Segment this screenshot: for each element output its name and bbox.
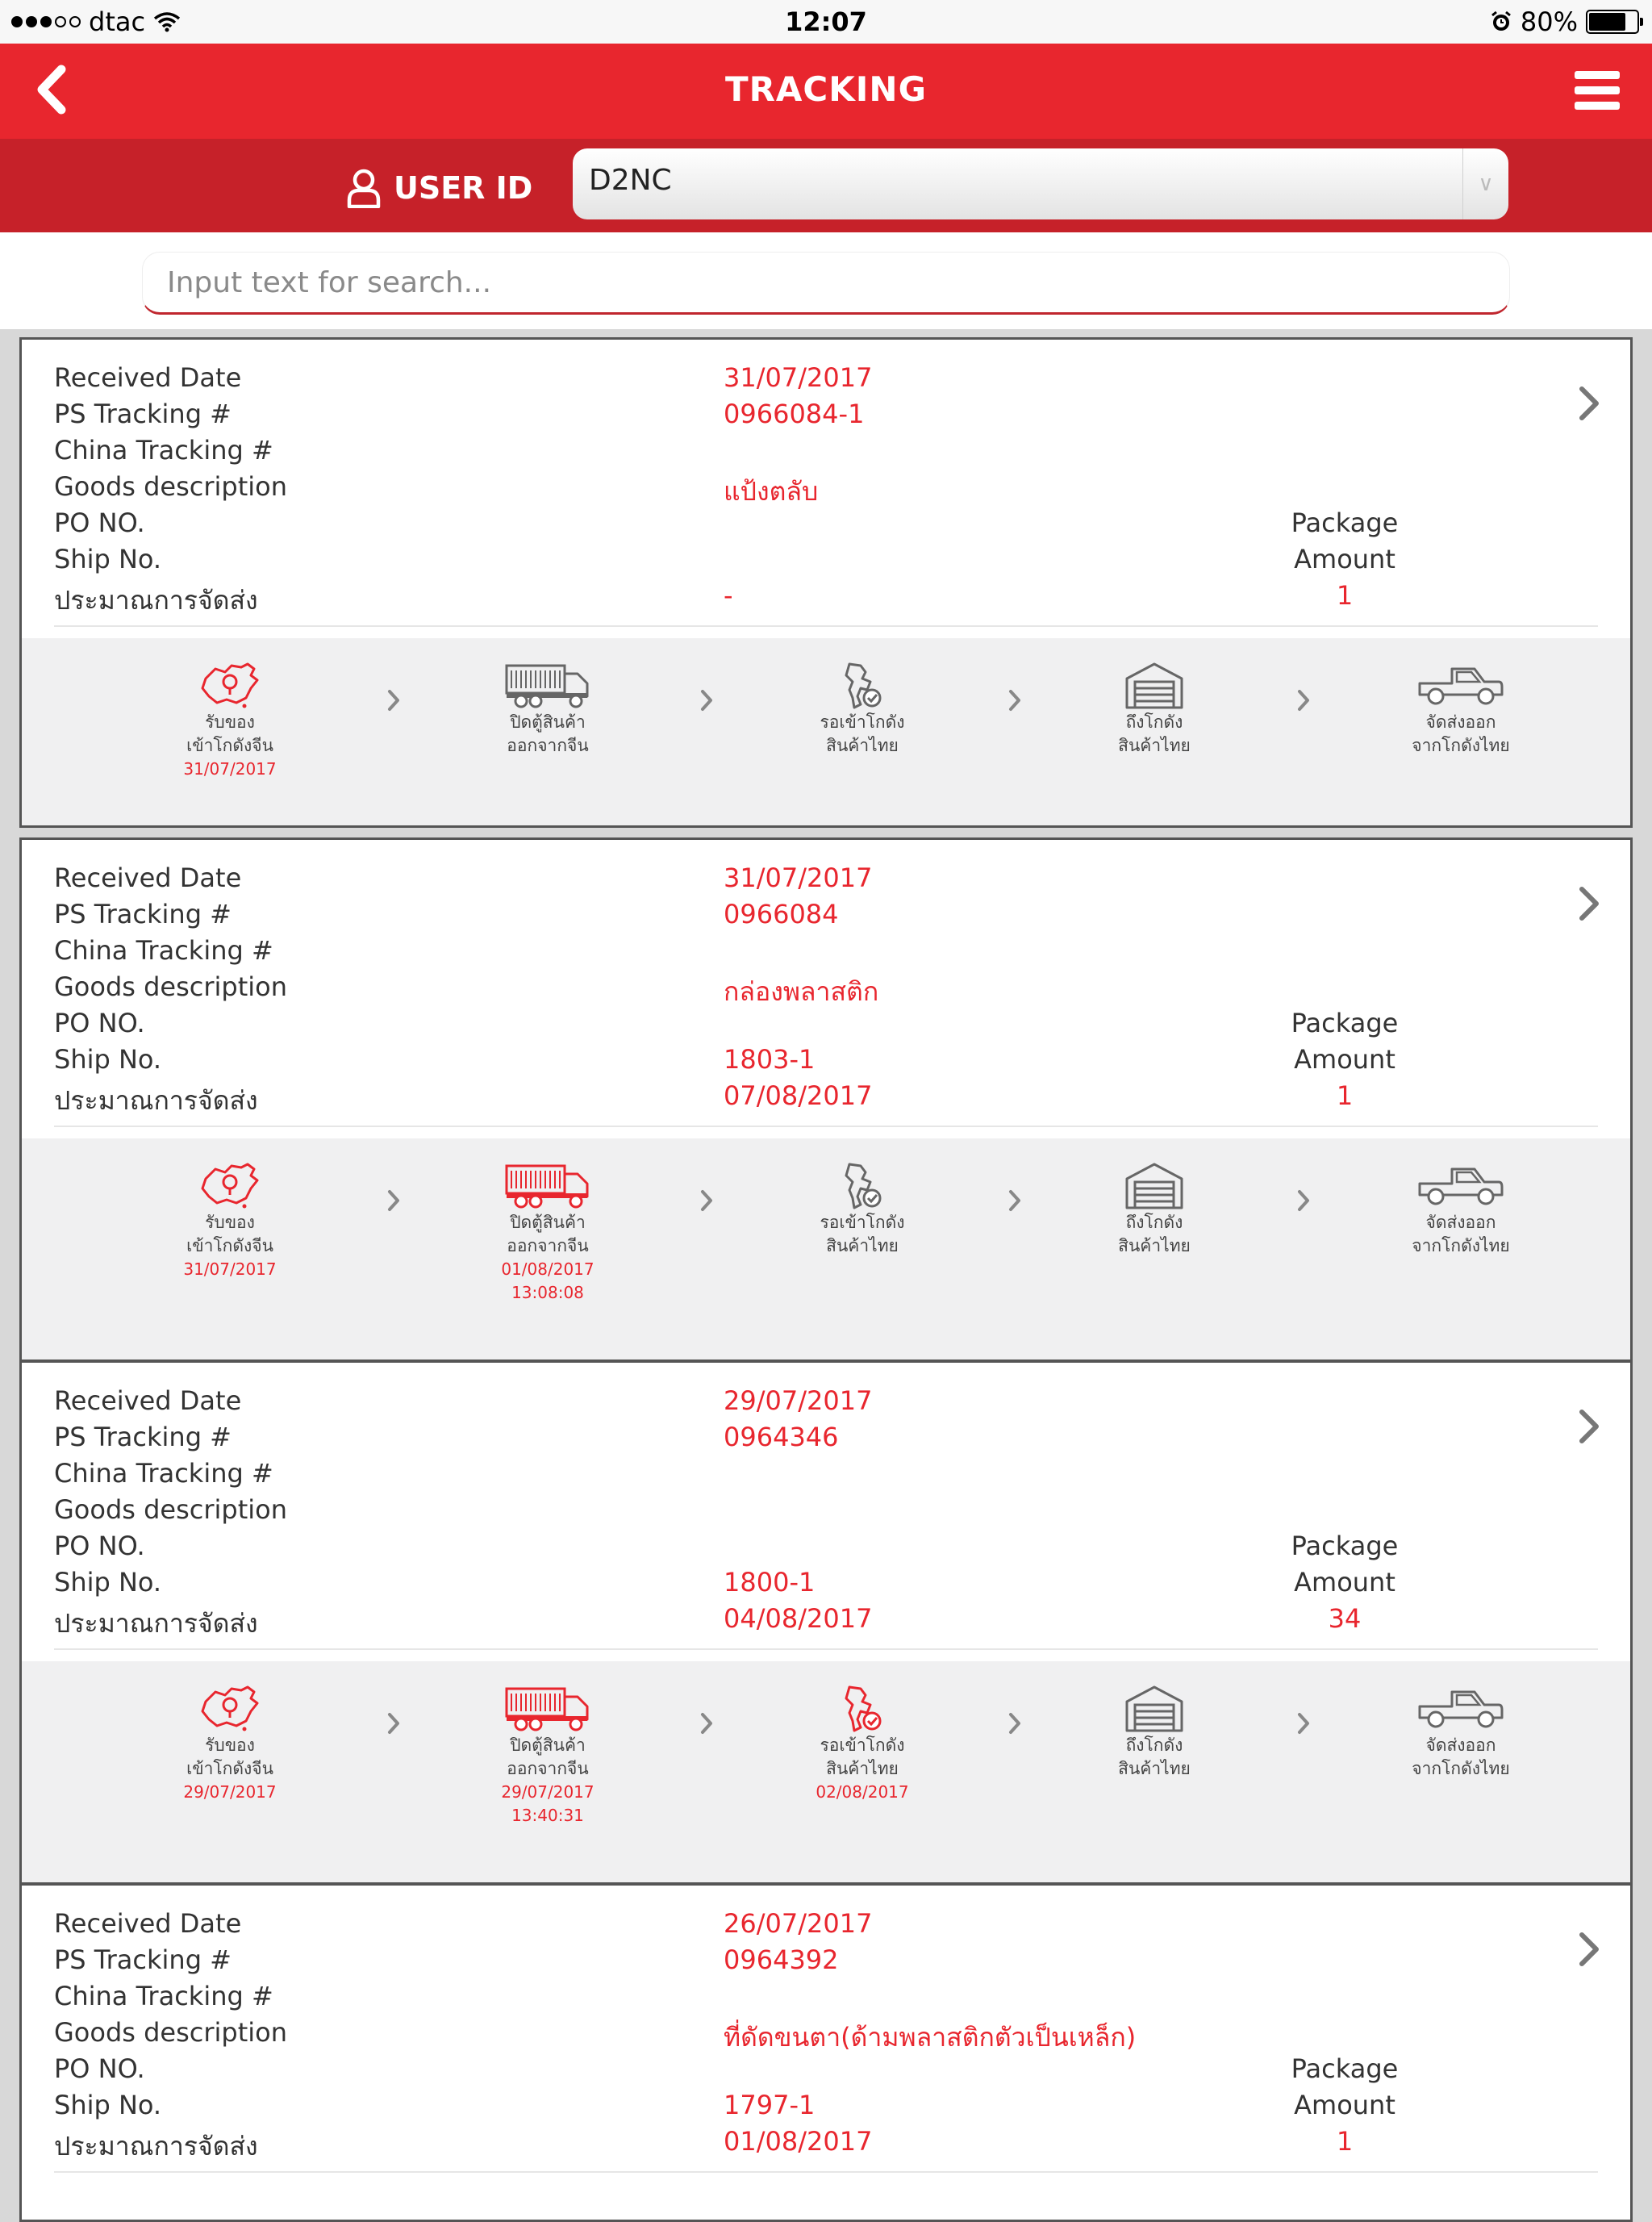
estimated-delivery-value: 07/08/2017 (724, 1080, 873, 1111)
chevron-right-icon (699, 688, 714, 712)
user-id-dropdown[interactable] (573, 148, 1508, 219)
goods-description-value: แป้งตลับ (724, 476, 819, 507)
china-map-icon (125, 1161, 335, 1211)
step-label: ออกจากจีน (507, 1759, 589, 1778)
tracking-card[interactable] (19, 337, 1633, 828)
amount-label: Amount (1294, 2090, 1395, 2120)
tracking-card[interactable] (19, 1883, 1633, 2222)
chevron-right-icon (1296, 1711, 1311, 1735)
step-label: สินค้าไทย (826, 736, 899, 755)
step-label: จากโกดังไทย (1412, 1759, 1510, 1778)
card-details (22, 840, 1630, 1138)
po-no-label: PO NO. (54, 507, 145, 538)
po-no-label: PO NO. (54, 2053, 145, 2084)
ps-tracking-value: 0966084-1 (724, 399, 865, 429)
received-date-value: 31/07/2017 (724, 862, 873, 893)
progress-step (1356, 1161, 1566, 1258)
ship-no-label: Ship No. (54, 544, 162, 574)
step-label: ปิดตู้สินค้า (510, 1735, 586, 1755)
amount-value: 1 (1336, 2126, 1354, 2157)
card-details (22, 1363, 1630, 1661)
china-tracking-label: China Tracking # (54, 435, 273, 466)
ship-no-value: 1800-1 (724, 1567, 816, 1598)
progress-step (125, 661, 335, 781)
battery-percent: 80% (1520, 6, 1578, 37)
menu-icon[interactable] (1575, 71, 1620, 110)
alarm-icon (1490, 10, 1512, 33)
chevron-right-icon (1296, 1188, 1311, 1213)
ps-tracking-value: 0966084 (724, 899, 839, 929)
shipment-progress (22, 1138, 1630, 1360)
chevron-right-icon[interactable] (1577, 885, 1601, 922)
step-date: 31/07/2017 (183, 759, 277, 779)
estimated-delivery-label: ประมาณการจัดส่ง (54, 1085, 258, 1116)
thailand-map-icon (757, 1161, 967, 1211)
estimated-delivery-value: 04/08/2017 (724, 1603, 873, 1634)
step-date: 02/08/2017 (816, 1782, 909, 1802)
ps-tracking-label: PS Tracking # (54, 399, 232, 429)
china-map-icon (125, 1684, 335, 1734)
ship-no-value: 1797-1 (724, 2090, 816, 2120)
step-date: 31/07/2017 (183, 1259, 277, 1279)
carrier-name: dtac (89, 6, 146, 37)
step-label: สินค้าไทย (1118, 736, 1191, 755)
divider (54, 1648, 1598, 1650)
estimated-delivery-value: - (724, 580, 733, 611)
progress-step (1049, 1684, 1259, 1781)
received-date-value: 31/07/2017 (724, 362, 873, 393)
step-label: จากโกดังไทย (1412, 1236, 1510, 1255)
ship-no-value: 1803-1 (724, 1044, 816, 1075)
card-details (22, 1886, 1630, 2184)
estimated-delivery-value: 01/08/2017 (724, 2126, 873, 2157)
pickup-truck-icon (1356, 1684, 1566, 1734)
chevron-right-icon (699, 1188, 714, 1213)
amount-label: Amount (1294, 1044, 1395, 1075)
divider (54, 2171, 1598, 2173)
package-label: Package (1291, 1008, 1399, 1038)
china-map-icon (125, 661, 335, 711)
warehouse-icon (1049, 1684, 1259, 1734)
divider (54, 625, 1598, 627)
po-no-label: PO NO. (54, 1531, 145, 1561)
step-label: เข้าโกดังจีน (186, 1236, 273, 1255)
package-label: Package (1291, 2053, 1399, 2084)
card-details (22, 340, 1630, 638)
page-title: TRACKING (724, 69, 928, 109)
estimated-delivery-label: ประมาณการจัดส่ง (54, 1608, 258, 1639)
estimated-delivery-label: ประมาณการจัดส่ง (54, 585, 258, 616)
chevron-right-icon[interactable] (1577, 1931, 1601, 1968)
step-label: ปิดตู้สินค้า (510, 1213, 586, 1232)
ps-tracking-label: PS Tracking # (54, 1422, 232, 1452)
progress-step (757, 661, 967, 758)
ship-no-label: Ship No. (54, 1567, 162, 1598)
ship-no-label: Ship No. (54, 1044, 162, 1075)
amount-label: Amount (1294, 1567, 1395, 1598)
received-date-label: Received Date (54, 1385, 242, 1416)
received-date-label: Received Date (54, 862, 242, 893)
search-input[interactable] (142, 252, 1510, 315)
step-label: รอเข้าโกดัง (820, 1735, 905, 1755)
received-date-value: 26/07/2017 (724, 1908, 873, 1939)
chevron-down-icon: ∨ (1462, 148, 1508, 219)
step-label: เข้าโกดังจีน (186, 736, 273, 755)
progress-step (757, 1161, 967, 1258)
estimated-delivery-label: ประมาณการจัดส่ง (54, 2131, 258, 2161)
step-label: รับของ (205, 1735, 255, 1755)
step-label: รับของ (205, 1213, 255, 1232)
chevron-right-icon (699, 1711, 714, 1735)
step-label: จัดส่งออก (1425, 712, 1496, 732)
package-label: Package (1291, 1531, 1399, 1561)
battery-icon (1586, 10, 1639, 34)
chevron-right-icon[interactable] (1577, 1408, 1601, 1445)
ps-tracking-label: PS Tracking # (54, 1944, 232, 1975)
goods-description-value: กล่องพลาสติก (724, 976, 879, 1007)
step-label: รอเข้าโกดัง (820, 712, 905, 732)
chevron-right-icon (1007, 1188, 1022, 1213)
chevron-right-icon (1007, 688, 1022, 712)
progress-step (125, 1161, 335, 1281)
china-tracking-label: China Tracking # (54, 935, 273, 966)
step-date: 29/07/2017 (501, 1782, 594, 1802)
truck-icon (443, 1161, 653, 1211)
ps-tracking-value: 0964392 (724, 1944, 839, 1975)
progress-step (757, 1684, 967, 1804)
pickup-truck-icon (1356, 661, 1566, 711)
status-bar (0, 0, 1652, 44)
clock: 12:07 (785, 6, 867, 37)
step-label: สินค้าไทย (1118, 1236, 1191, 1255)
chevron-right-icon (1007, 1711, 1022, 1735)
chevron-right-icon (386, 688, 401, 712)
tracking-card[interactable] (19, 837, 1633, 1362)
step-label: เข้าโกดังจีน (186, 1759, 273, 1778)
goods-description-label: Goods description (54, 1494, 288, 1525)
step-date: 29/07/2017 (183, 1782, 277, 1802)
step-label: จัดส่งออก (1425, 1213, 1496, 1232)
search-bar (0, 232, 1652, 329)
chevron-right-icon (1296, 688, 1311, 712)
goods-description-value: ที่ดัดขนตา(ด้ามพลาสติกตัวเป็นเหล็ก) (724, 2022, 1137, 2053)
thailand-map-icon (757, 1684, 967, 1734)
step-date: 01/08/2017 (501, 1259, 594, 1279)
amount-value: 1 (1336, 1080, 1354, 1111)
step-label: ปิดตู้สินค้า (510, 712, 586, 732)
step-label: สินค้าไทย (1118, 1759, 1191, 1778)
pickup-truck-icon (1356, 1161, 1566, 1211)
po-no-label: PO NO. (54, 1008, 145, 1038)
amount-label: Amount (1294, 544, 1395, 574)
user-id-value: D2NC (589, 164, 672, 197)
thailand-map-icon (757, 661, 967, 711)
progress-step (1356, 1684, 1566, 1781)
goods-description-label: Goods description (54, 471, 288, 502)
truck-icon (443, 661, 653, 711)
warehouse-icon (1049, 661, 1259, 711)
progress-step (1356, 661, 1566, 758)
user-icon (345, 168, 382, 208)
amount-value: 34 (1328, 1603, 1362, 1634)
step-label: ถึงโกดัง (1125, 1735, 1183, 1755)
step-label: ออกจากจีน (507, 736, 589, 755)
goods-description-label: Goods description (54, 971, 288, 1002)
app-header (0, 44, 1652, 139)
amount-value: 1 (1336, 580, 1354, 611)
chevron-right-icon (386, 1711, 401, 1735)
shipment-progress (22, 1661, 1630, 1882)
step-label: ออกจากจีน (507, 1236, 589, 1255)
step-label: จากโกดังไทย (1412, 736, 1510, 755)
step-time: 13:40:31 (511, 1806, 584, 1825)
tracking-card[interactable] (19, 1360, 1633, 1885)
progress-step (1049, 661, 1259, 758)
step-label: รอเข้าโกดัง (820, 1213, 905, 1232)
progress-step (443, 661, 653, 758)
received-date-label: Received Date (54, 1908, 242, 1939)
step-label: สินค้าไทย (826, 1759, 899, 1778)
received-date-value: 29/07/2017 (724, 1385, 873, 1416)
user-id-label: USER ID (394, 170, 533, 206)
ps-tracking-value: 0964346 (724, 1422, 839, 1452)
step-label: ถึงโกดัง (1125, 1213, 1183, 1232)
chevron-right-icon[interactable] (1577, 385, 1601, 422)
progress-step (443, 1684, 653, 1827)
received-date-label: Received Date (54, 362, 242, 393)
user-selector-bar (0, 139, 1652, 232)
step-label: รับของ (205, 712, 255, 732)
china-tracking-label: China Tracking # (54, 1981, 273, 2011)
step-label: สินค้าไทย (826, 1236, 899, 1255)
goods-description-label: Goods description (54, 2017, 288, 2048)
progress-step (443, 1161, 653, 1305)
chevron-right-icon (386, 1188, 401, 1213)
ship-no-label: Ship No. (54, 2090, 162, 2120)
package-label: Package (1291, 507, 1399, 538)
shipment-progress (22, 638, 1630, 825)
step-label: ถึงโกดัง (1125, 712, 1183, 732)
warehouse-icon (1049, 1161, 1259, 1211)
step-label: จัดส่งออก (1425, 1735, 1496, 1755)
progress-step (1049, 1161, 1259, 1258)
step-time: 13:08:08 (511, 1283, 584, 1302)
truck-icon (443, 1684, 653, 1734)
progress-step (125, 1684, 335, 1804)
china-tracking-label: China Tracking # (54, 1458, 273, 1489)
ps-tracking-label: PS Tracking # (54, 899, 232, 929)
divider (54, 1126, 1598, 1127)
